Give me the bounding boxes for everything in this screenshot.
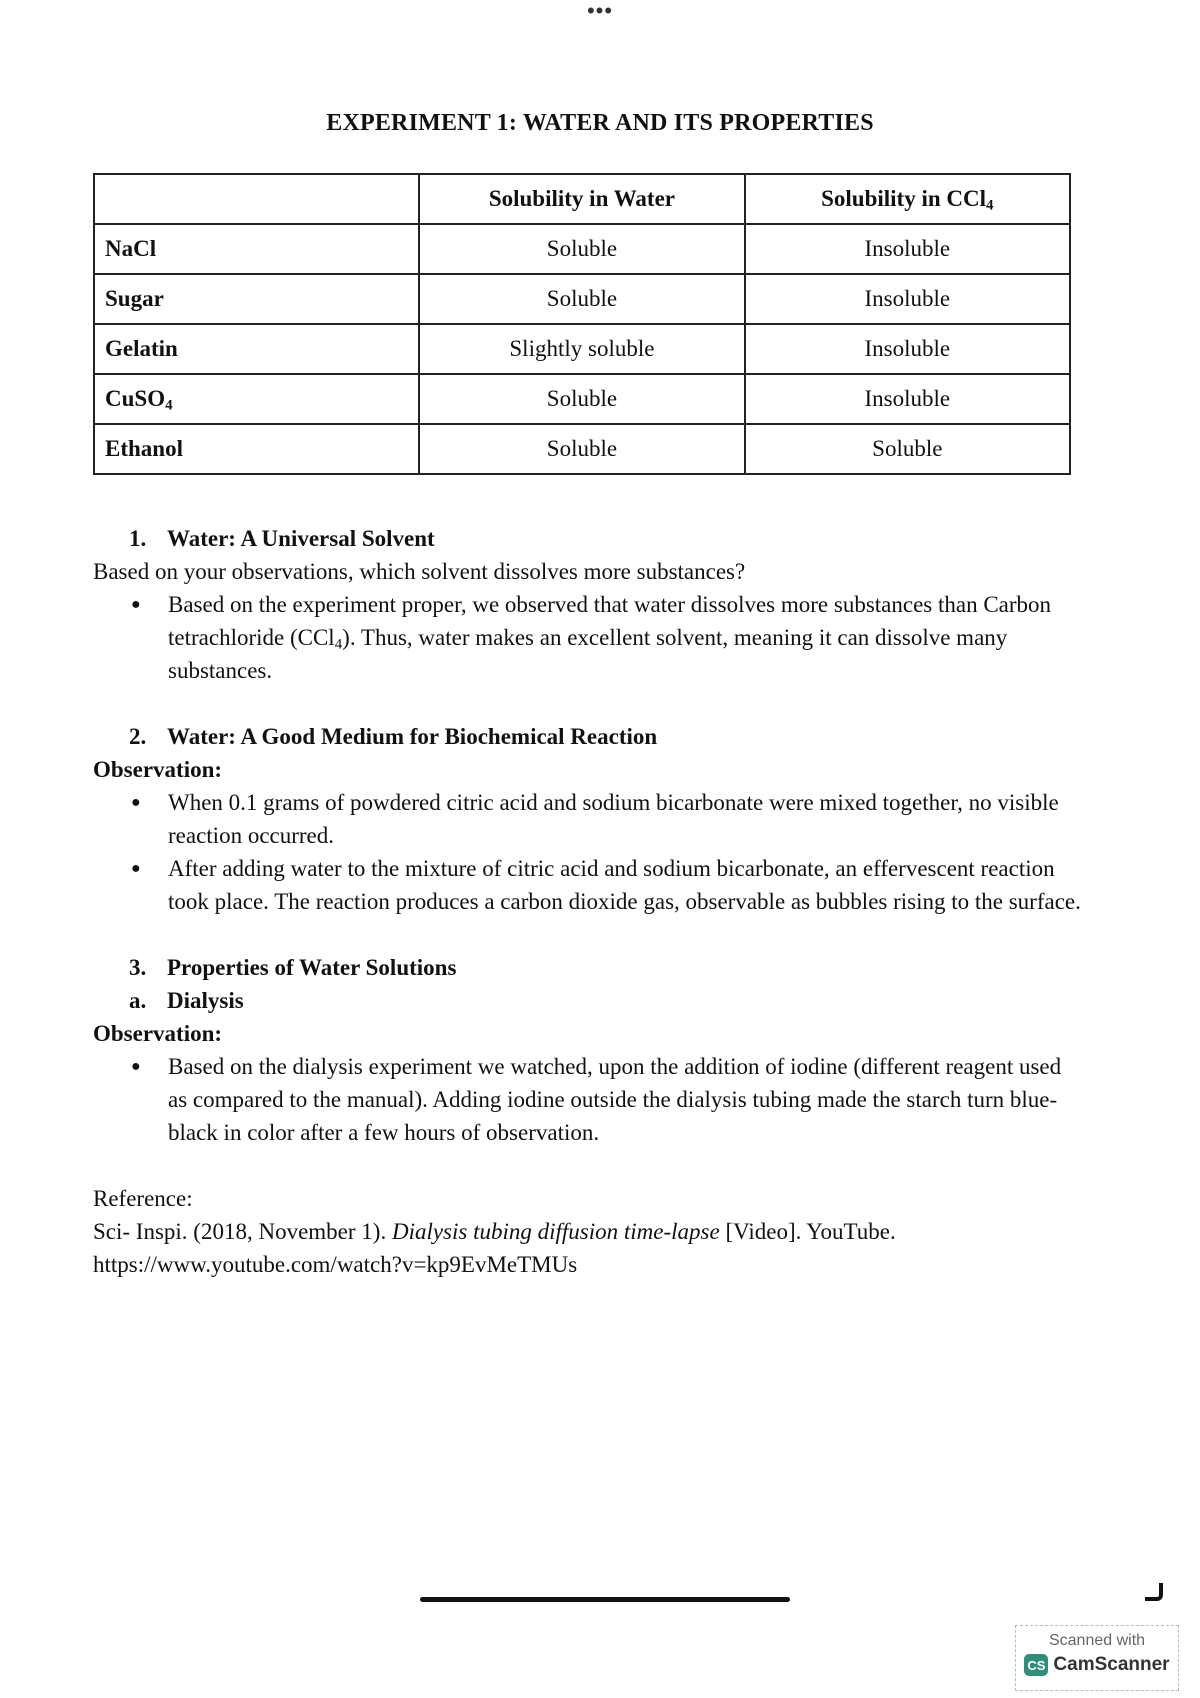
section-heading: 2. Water: A Good Medium for Biochemical Reaction (129, 724, 658, 749)
table-row (94, 374, 1070, 424)
camscanner-watermark (1015, 1625, 1179, 1691)
row-ccl4: Insoluble (745, 224, 1070, 274)
bullet-list (93, 1050, 1083, 1149)
row-name: NaCl (94, 224, 419, 274)
row-ccl4: Insoluble (745, 274, 1070, 324)
camscanner-logo-icon: CS (1024, 1654, 1048, 1676)
table-row (94, 424, 1070, 474)
row-water: Soluble (419, 224, 744, 274)
list-item: ● Based on the dialysis experiment we watched, upon the addition of iodine (different reagent used as compared to the manual). Adding iodine outside the dialysis tubing made the starch turn blue-black in color after a few hours of observation. (93, 1050, 1083, 1149)
row-water: Soluble (419, 374, 744, 424)
list-item: ● When 0.1 grams of powdered citric acid and sodium bicarbonate were mixed together, no visible reaction occurred. (93, 786, 1083, 852)
row-name: Ethanol (94, 424, 419, 474)
row-ccl4: Insoluble (745, 374, 1070, 424)
section-question: Based on your observations, which solvent dissolves more substances? (93, 559, 746, 584)
document-title: EXPERIMENT 1: WATER AND ITS PROPERTIES (326, 110, 874, 136)
row-name: Gelatin (94, 324, 419, 374)
watermark-caption: Scanned with (1048, 1632, 1146, 1649)
solubility-table (93, 173, 1071, 475)
document-body (93, 522, 1083, 1281)
reference-label: Reference: (93, 1186, 193, 1211)
row-water: Slightly soluble (419, 324, 744, 374)
row-water: Soluble (419, 424, 744, 474)
reference-url[interactable]: https://www.youtube.com/watch?v=kp9EvMeTMUs (93, 1252, 578, 1277)
table-row (94, 224, 1070, 274)
table-header-empty (94, 174, 419, 224)
list-item: ● After adding water to the mixture of citric acid and sodium bicarbonate, an effervescent reaction took place. The reaction produces a carbon dioxide gas, observable as bubbles rising to the surface. (93, 852, 1083, 918)
bullet-list (93, 786, 1083, 918)
section-heading: 3. Properties of Water Solutions (129, 955, 457, 980)
table-header-water: Solubility in Water (419, 174, 744, 224)
section-heading: 1. Water: A Universal Solvent (129, 526, 435, 551)
subsection-heading: a. Dialysis (129, 988, 244, 1013)
table-header-row (94, 174, 1070, 224)
list-item: ● Based on the experiment proper, we observed that water dissolves more substances than Carbon tetrachloride (CCl$_4$). Thus, water makes an excellent solvent, meaning it can dissolve many substances. (93, 588, 1083, 687)
row-ccl4: Insoluble (745, 324, 1070, 374)
table-row (94, 324, 1070, 374)
observation-label: Observation: (93, 757, 223, 782)
row-name: CuSO$_4$ (94, 374, 419, 424)
bullet-list (93, 588, 1083, 687)
table-header-ccl4: Solubility in CCl$_4$ (745, 174, 1070, 224)
crop-corner-icon (1145, 1583, 1163, 1601)
table-row (94, 274, 1070, 324)
row-name: Sugar (94, 274, 419, 324)
watermark-brand: CamScanner (1053, 1654, 1170, 1675)
home-indicator[interactable] (420, 1597, 790, 1602)
status-dots: ••• (586, 0, 614, 23)
reference-citation: Sci- Inspi. (2018, November 1). Dialysis tubing diffusion time-lapse [Video]. YouTube. (93, 1219, 896, 1244)
row-ccl4: Soluble (745, 424, 1070, 474)
row-water: Soluble (419, 274, 744, 324)
observation-label: Observation: (93, 1021, 223, 1046)
